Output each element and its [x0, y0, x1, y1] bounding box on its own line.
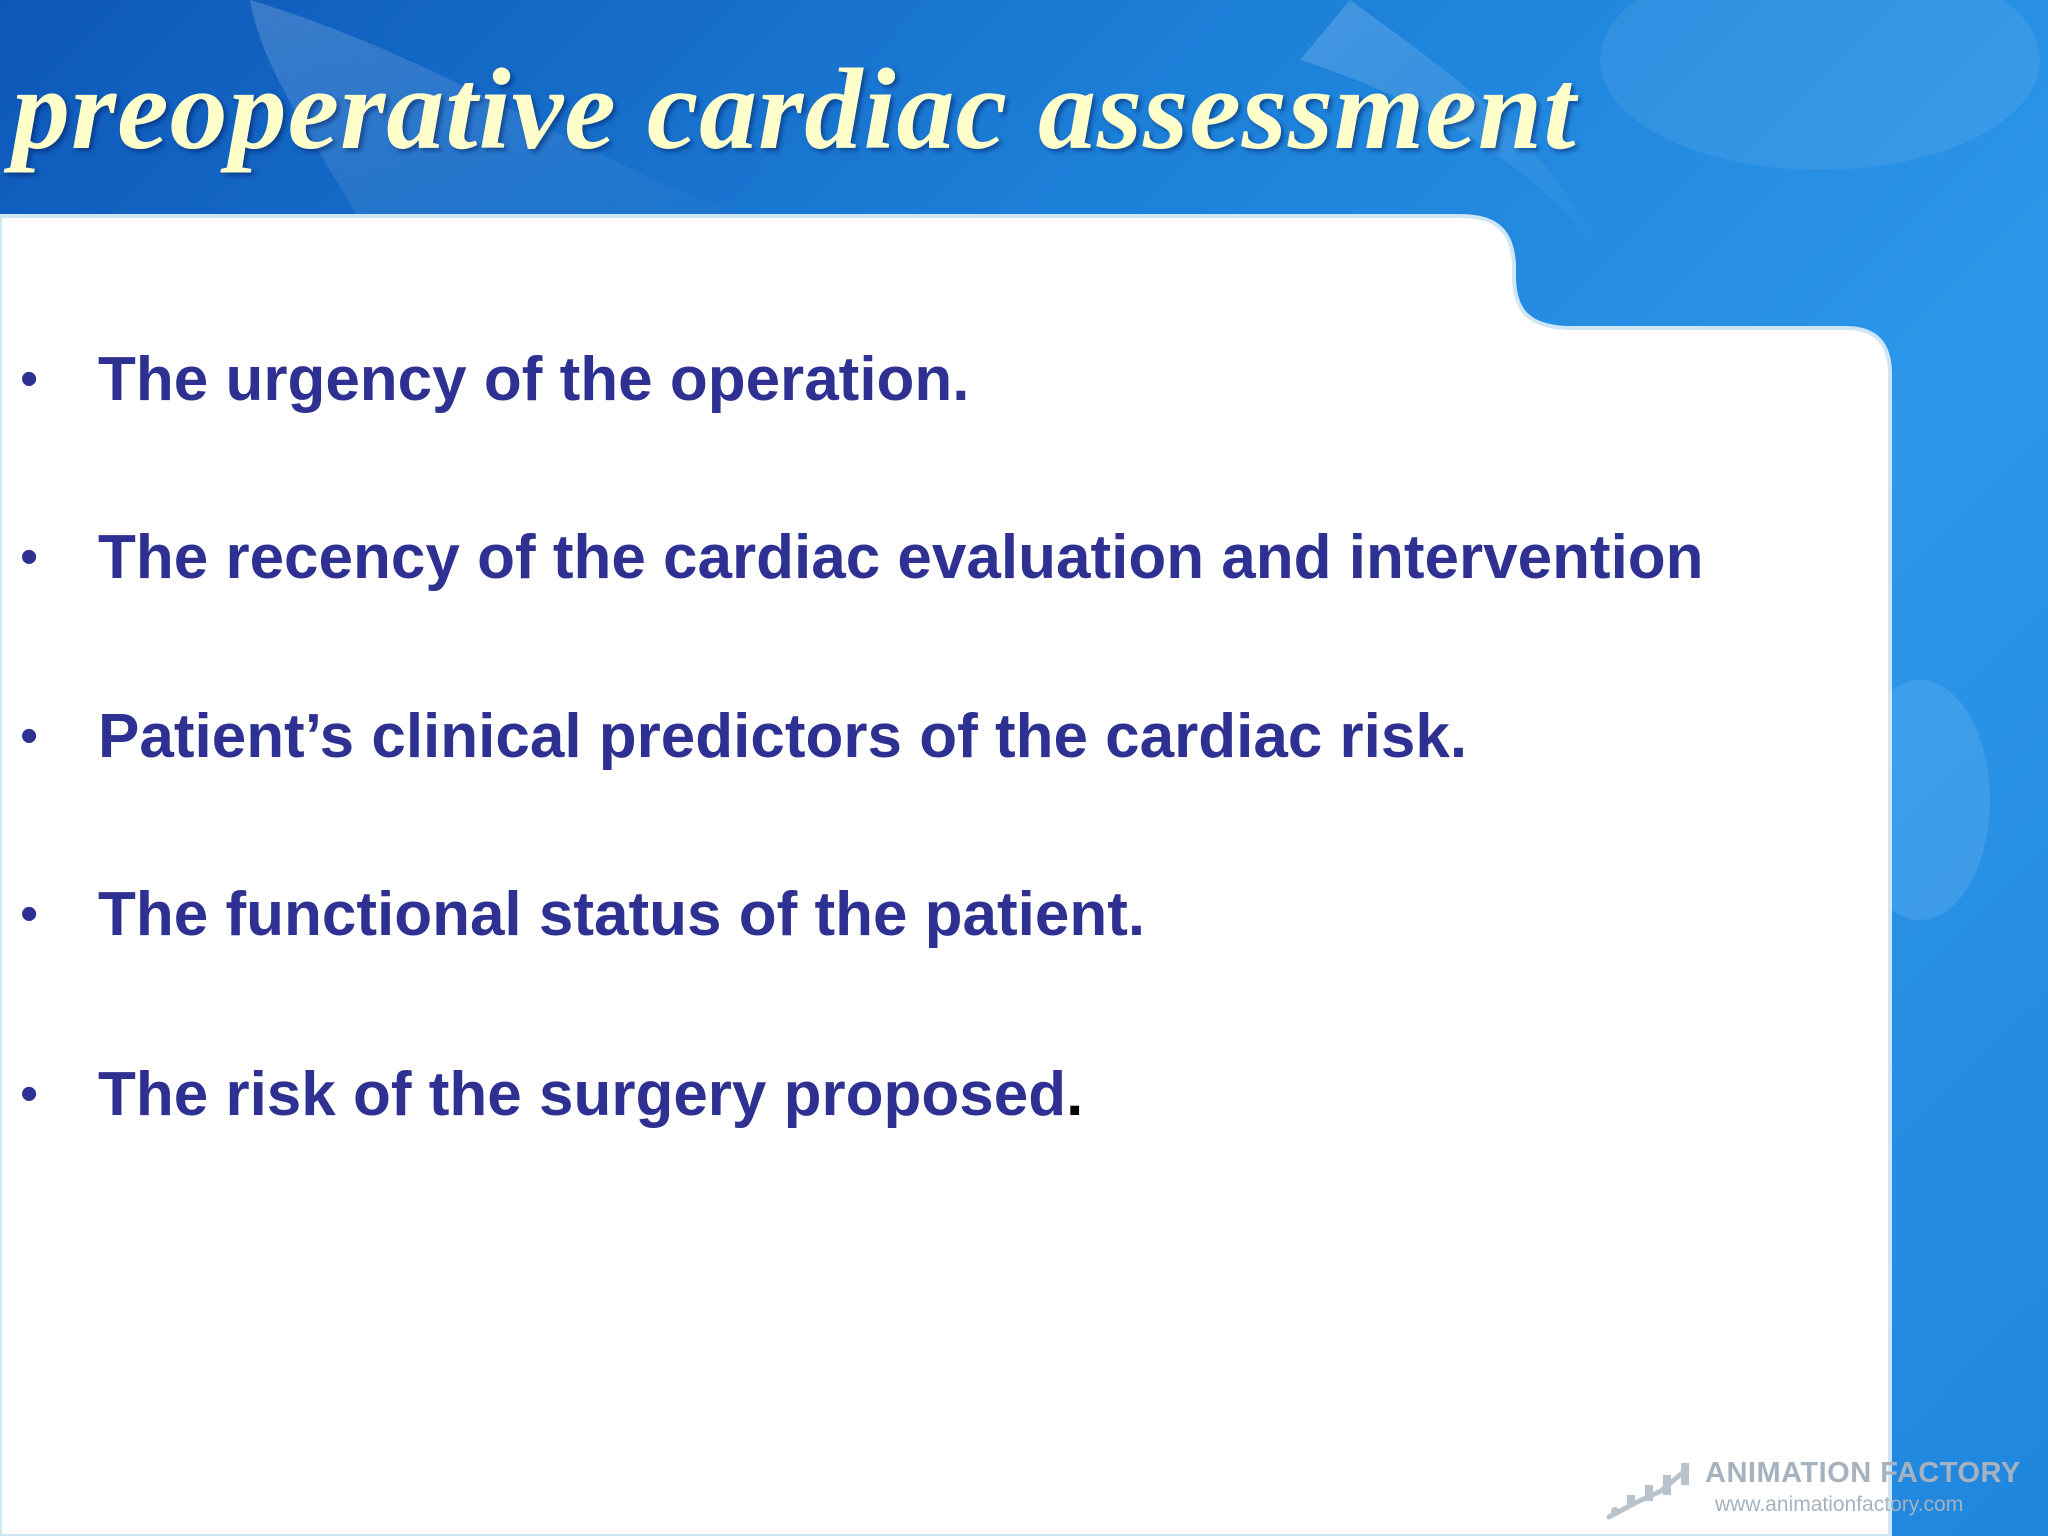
- bullet-marker: •: [20, 707, 39, 765]
- bullet-text: The functional status of the patient.: [98, 879, 1146, 949]
- bullet-item: [20, 869, 1145, 959]
- bullet-item: [20, 691, 1467, 781]
- watermark-name: ANIMATION FACTORY: [1705, 1457, 2021, 1489]
- watermark-url: www.animationfactory.com: [1715, 1493, 1964, 1516]
- bullet-marker: •: [20, 885, 39, 943]
- bullet-text: The risk of the surgery proposed: [98, 1059, 1067, 1129]
- bullet-marker: •: [20, 528, 39, 586]
- background-swirl: [1600, 0, 2040, 170]
- bullet-trailing-punctuation: .: [1066, 1059, 1084, 1129]
- bullet-text: Patient’s clinical predictors of the cardiac risk.: [98, 701, 1468, 771]
- bullet-marker: •: [20, 350, 39, 408]
- bullet-marker: •: [20, 1065, 39, 1123]
- bullet-item: [20, 1049, 1083, 1139]
- bullet-item: [20, 512, 1704, 602]
- slide-title: preoperative cardiac assessment: [12, 46, 1577, 174]
- bullet-item: [20, 334, 970, 424]
- animation-factory-watermark: [1605, 1455, 2035, 1525]
- film-strip-logo-icon: [1605, 1459, 1701, 1521]
- bullet-text: The urgency of the operation.: [98, 344, 970, 414]
- bullet-text: The recency of the cardiac evaluation and intervention: [98, 522, 1704, 592]
